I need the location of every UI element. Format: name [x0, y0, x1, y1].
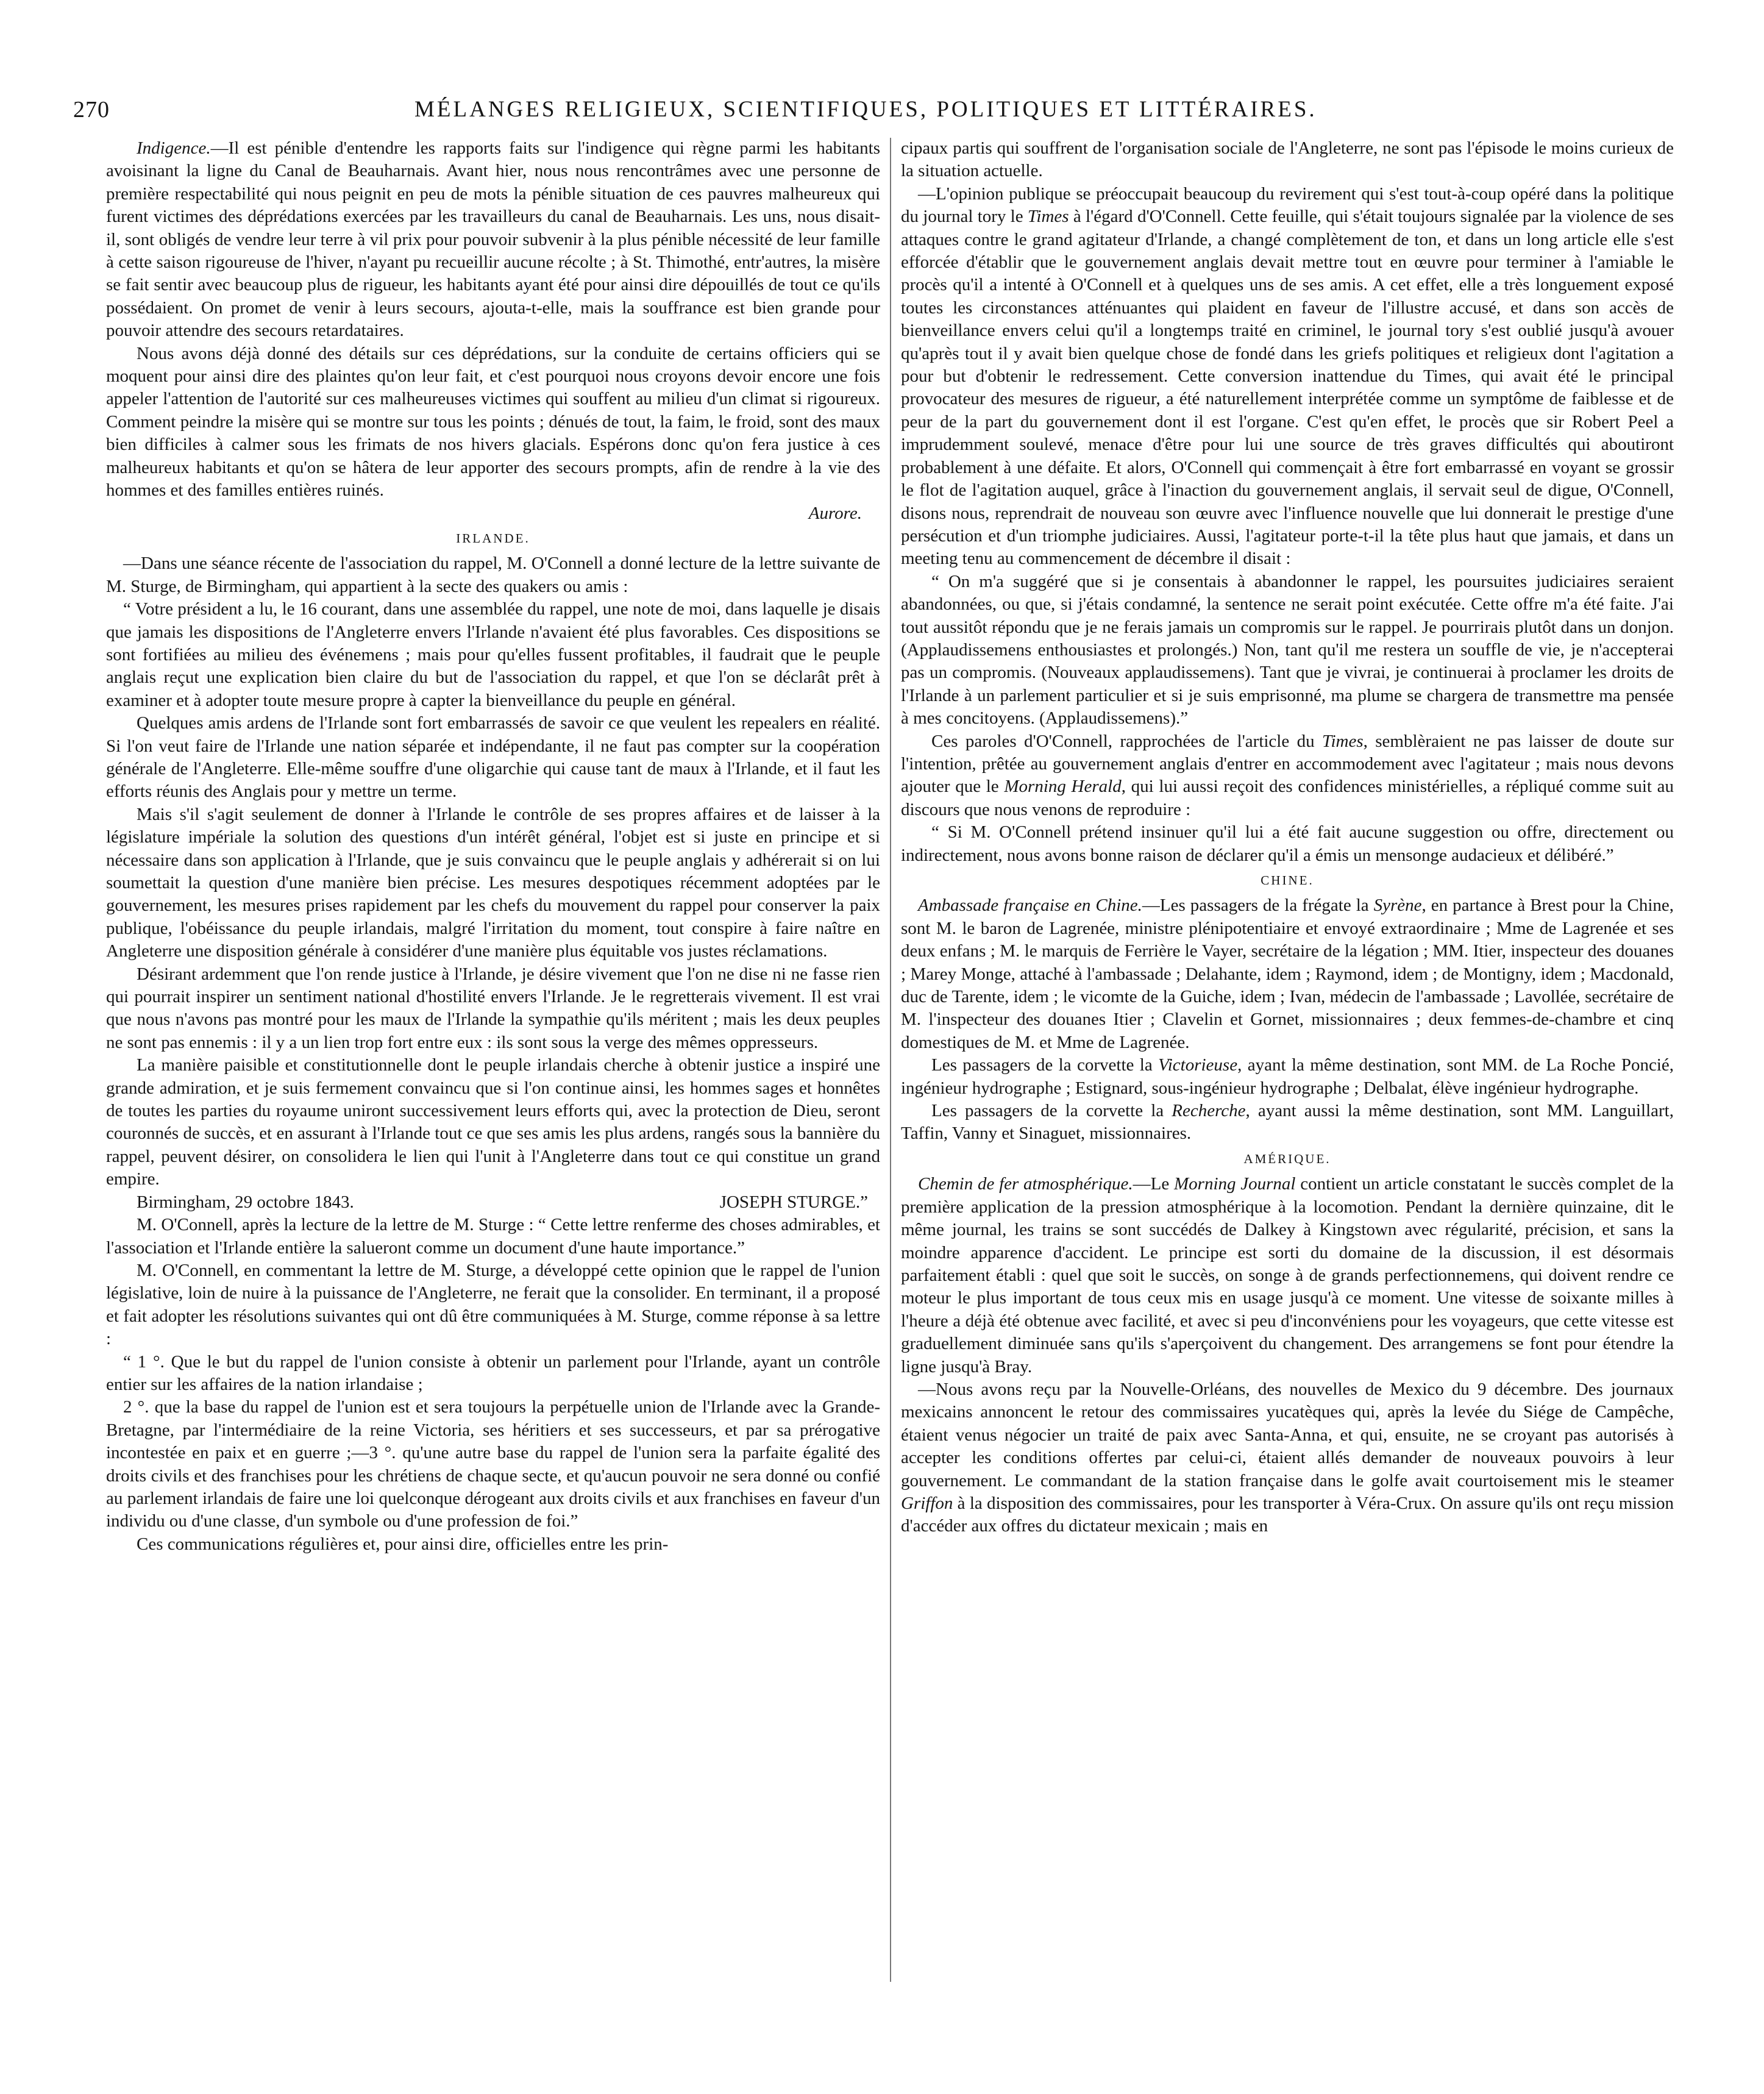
letter-signoff	[106, 1191, 880, 1214]
chine-text-2a: Les passagers de la corvette la	[931, 1055, 1159, 1075]
continuation-text-4c: , qui lui aussi reçoit des confidences ministérielles, a répliqué comme suit au discours que nous venons de reproduire :	[901, 777, 1674, 819]
amerique-paragraph-2	[901, 1378, 1674, 1538]
irlande-paragraph-3: Quelques amis ardens de l'Irlande sont fort embarrassés de savoir ce que veulent les repealers en réalité. Si l'on veut faire de l'Irlande une nation séparée et indépendante, il ne faut pas compter sur la coopération générale de l'Angleterre. Elle-même souffre d'une oligarchie qui cause tant de maux à l'Irlande, et il faut les efforts réunis des Anglais pour y mettre un terme.	[106, 713, 880, 802]
chine-paragraph-2	[901, 1054, 1674, 1100]
chine-lead: Ambassade française en Chine.	[918, 896, 1142, 916]
amerique-lead: Chemin de fer atmosphérique.	[918, 1174, 1133, 1194]
irlande-paragraph-1: —Dans une séance récente de l'association du rappel, M. O'Connell a donné lecture de la lettre suivante de M. Sturge, de Birmingham, qui appartient à la secte des quakers ou amis :	[106, 554, 880, 596]
page-number: 270	[73, 97, 110, 123]
irlande-resolution-2: 2 °. que la base du rappel de l'union est et sera toujours la perpétuelle union de l'Irlande avec la Grande-Bretagne, par l'intermédiaire de la reine Victoria, ses héritiers et ses successeurs, et par sa prérogative incontestée en paix et en guerre ;—3 °. qu'une autre base du rappel de l'union sera la parfaite égalité des droits civils et des franchises pour les chrétiens de chaque secte, et qu'aucun pouvoir ne sera donné ou confié au parlement irlandais de faire une loi quelconque dérogeant aux droits civils et aux franchises en faveur d'un individu ou d'une classe, d'un symbole ou d'une profession de foi.”	[106, 1397, 880, 1531]
syrene-name: Syrène	[1373, 896, 1422, 916]
chine-text-1b: , en partance à Brest pour la Chine, sont M. le baron de Lagrenée, ministre plénipotentiaire et envoyé extraordinaire ; Mme de Lagrenée et ses deux enfans ; M. le marquis de Ferrière le Vayer, secrétaire de la légation ; MM. Itier, inspecteur des douanes ; Marey Monge, attaché à l'ambassade ; Delahante, idem ; Raymond, idem ; de Montigny, idem ; Macdonald, duc de Tarente, idem ; le vicomte de la Guiche, idem ; Ivan, médecin de l'ambassade ; Lavollée, secrétaire de M. l'inspecteur des douanes Itier ; Clavelin et Gornet, missionnaires ; deux femmes-de-chambre et cinq domestiques de M. et Mme de Lagrenée.	[901, 896, 1674, 1052]
irlande-resolution-1: “ 1 °. Que le but du rappel de l'union consiste à obtenir un parlement pour l'Irlande, ayant un contrôle entier sur les affaires de la nation irlandaise ;	[106, 1351, 880, 1394]
chine-text-3b: , ayant aussi la même destination, sont MM. Languillart, Taffin, Vanny et Sinaguet, missionnaires.	[901, 1101, 1674, 1144]
times-title-2: Times	[1321, 731, 1364, 751]
continuation-paragraph-1: cipaux partis qui souffrent de l'organisation sociale de l'Angleterre, ne sont pas l'épisode le moins curieux de la situation actuelle.	[901, 138, 1674, 181]
recherche-name: Recherche	[1172, 1101, 1246, 1121]
amerique-text-2a: —Nous avons reçu par la Nouvelle-Orléans, des nouvelles de Mexico du 9 décembre. Des journaux mexicains annoncent le retour des commissaires yucatèques qui, après la levée du Siége de Campêche, étaient venus négocier un traité de paix avec Santa-Anna, et qui, ensuite, ne se croyant pas autorisés à accepter les conditions offertes par celui-ci, étaient allés demander de nouveaux pouvoirs à leur gouvernement. Le commandant de la station française dans le golfe avait courtoisement mis le steamer	[901, 1379, 1674, 1490]
indigence-paragraph-1	[106, 137, 880, 343]
times-title: Times	[1027, 207, 1069, 227]
indigence-source: Aurore.	[808, 503, 862, 523]
irlande-paragraph-2: “ Votre président a lu, le 16 courant, dans une assemblée du rappel, une note de moi, dans laquelle je disais que jamais les dispositions de l'Angleterre envers l'Irlande n'avaient été plus favorables. Ces dispositions se sont fortifiées au milieu des événemens ; mais pour qu'elles fussent profitables, il faudrait que le peuple anglais reçut une explication bien claire du but de l'association du rappel, et que l'on se déclarât prêt à examiner et à adopter toute mesure propre à capter la bienveillance du peuple en général.	[106, 599, 880, 710]
indigence-paragraph-2: Nous avons déjà donné des détails sur ces déprédations, sur la conduite de certains officiers qui se moquent pour ainsi dire des plaintes qu'on leur fait, et c'est pourquoi nous croyons devoir encore une fois appeler l'attention de l'autorité sur ces malheureuses victimes qui souffent au milieu d'un climat si rigoureux. Comment peindre la misère qui se montre sur tous les points ; dénués de tout, la faim, le froid, sont des maux bien difficiles à calmer sous les frimats de nos hivers glacials. Espérons donc qu'on fera justice à ces malheureux habitants et qu'on se hâtera de leur apporter des secours prompts, afin de rendre à la vie des hommes et des familles entières ruinés.	[106, 343, 880, 500]
continuation-text-2b: à l'égard d'O'Connell. Cette feuille, qui s'était toujours signalée par la violence de ses attaques contre le grand agitateur d'Irlande, a changé complètement de ton, et dans un long article elle s'est efforcée d'établir que le gouvernement anglais devait mettre tout en œuvre pour terminer à l'amiable le procès qu'il a intenté à O'Connell et à quelques uns de ses amis. A cet effet, elle a très longuement exposé toutes les circonstances atténuantes qui plaident en faveur de l'illustre accusé, et dans son accès de bienveillance envers celui qu'il a longtemps traité en criminel, le journal tory s'est oublié jusqu'à avouer qu'après tout il y avait bien quelque chose de fondé dans les griefs politiques et religieux dont l'agitation a pour but d'obtenir le redressement. Cette conversion inattendue du Times, qui avait été le principal provocateur des mesures de rigueur, a été naturellement interprétée comme un symptôme de faiblesse et de peur de la part du gouvernement dont il est l'organe. C'est qu'en effet, le procès que sir Robert Peel a imprudemment soulevé, menace d'être pour lui une source de très graves difficultés qui aboutiront probablement à une défaite. Et alors, O'Connell qui commençait à être fort embarrassé en voyant se grossir le flot de l'agitation auquel, grâce à l'inaction du gouvernement anglais, il servait seul de digue, O'Connell, disons nous, reprendrait de nouveau son œuvre avec l'influence nouvelle que lui donnerait le prestige d'une persécution et d'un triomphe judiciaires. Aussi, l'agitateur porte-t-il la tête plus haut que jamais, et dans un meeting tenu au commencement de décembre il disait :	[901, 207, 1674, 569]
right-column	[901, 137, 1674, 1538]
irlande-paragraph-4: Mais s'il s'agit seulement de donner à l'Irlande le contrôle de ses propres affaires et de laisser à la législature impériale la solution des questions d'un intérêt général, l'objet est si juste en principe et si nécessaire dans son application à l'Irlande, que je suis convaincu que le peuple anglais y adhérerait si on lui soumettait la question d'une manière bien précise. Les mesures despotiques récemment adoptées par le gouvernement, les mesures prises rapidement par les chefs du mouvement du rappel pour conserver la paix publique, l'obéissance du peuple irlandais, malgré l'irritation du moment, tout conspire à faire naître en Angleterre une disposition générale à considérer d'une manière plus équitable vos justes réclamations.	[106, 804, 880, 961]
letter-place-date: Birmingham, 29 octobre 1843.	[137, 1192, 354, 1212]
morning-herald-title: Morning Herald	[1004, 777, 1122, 797]
continuation-paragraph-3: “ On m'a suggéré que si je consentais à abandonner le rappel, les poursuites judiciaires seraient abandonnées, ou que, si j'étais condamné, la sentence ne serait point exécutée. Cette offre m'a été faite. J'ai tout aussitôt répondu que je ne ferais jamais un compromis sur le rappel. Je pourrirais plutôt dans un donjon. (Applaudissemens enthousiastes et prolongés.) Non, tant qu'il me restera un souffle de vie, je n'accepterai pas un compromis. (Nouveaux applaudissemens). Tant que je vivrai, je continuerai à proclamer les droits de l'Irlande à un parlement particulier et si je suis emprisonné, ma plume se chargera de transmettre ma pensée à mes concitoyens. (Applaudissemens).”	[901, 571, 1674, 728]
continuation-text-4b: , semblèraient ne pas laisser de doute sur l'intention, prêtée au gouvernement anglais d'entrer en accommodement avec l'agitateur ; mais nous devons ajouter que le	[901, 731, 1674, 797]
letter-signature: JOSEPH STURGE.”	[719, 1192, 868, 1212]
irlande-paragraph-7: M. O'Connell, après la lecture de la lettre de M. Sturge : “ Cette lettre renferme des choses admirables, et l'association et l'Irlande entière la salueront comme un document d'une haute importance.”	[106, 1215, 880, 1258]
amerique-heading: AMÉRIQUE.	[1243, 1151, 1331, 1166]
continuation-text-2a: —L'opinion publique se préoccupait beaucoup du revirement qui s'est tout-à-coup opéré dans la politique du journal tory le	[901, 183, 1674, 227]
chine-text-2b: , ayant la même destination, sont MM. de La Roche Poncié, ingénieur hydrographe ; Estignard, sous-ingénieur hydrographe ; Delbalat, élève ingénieur hydrographe.	[901, 1055, 1674, 1098]
amerique-paragraph-1	[901, 1173, 1674, 1378]
amerique-text-1b: contient un article constatant le succès complet de la première application de la pression atmosphérique à la locomotion. Pendant la dernière quinzaine, dit le même journal, les trains se sont succédés de Dalkey à Kingstown avec régularité, précision, et sans la moindre apparence d'accident. Le principe est sorti du domaine de la discussion, il est désormais parfaitement établi : quel que soit le succès, on songe à de grands perfectionnemens, qui doivent rendre ce moteur le plus important de tous ceux mis en usage jusqu'à ce moment. Une vitesse de soixante milles à l'heure a déjà été obtenue avec facilité, et avec si peu d'inconvéniens pour les voyageurs, que cette vitesse est graduellement diminuée sans qu'ils s'aperçoivent du changement. Des arrangemens se font pour étendre la ligne jusqu'à Bray.	[901, 1174, 1674, 1376]
griffon-name: Griffon	[901, 1493, 953, 1513]
continuation-text-4a: Ces paroles d'O'Connell, rapprochées de l'article du	[931, 731, 1322, 751]
victorieuse-name: Victorieuse	[1158, 1055, 1238, 1075]
irlande-heading: IRLANDE.	[456, 530, 530, 546]
amerique-text-2b: à la disposition des commissaires, pour les transporter à Véra-Crux. On assure qu'ils ont reçu mission d'accéder aux offres du dictateur mexicain ; mais en	[901, 1493, 1674, 1536]
chine-text-1a: —Les passagers de la frégate la	[1142, 896, 1374, 916]
continuation-paragraph-2	[901, 183, 1674, 571]
indigence-lead: Indigence.	[137, 138, 211, 158]
running-title: MÉLANGES RELIGIEUX, SCIENTIFIQUES, POLITIQUES ET LITTÉRAIRES.	[414, 97, 1317, 122]
chine-text-3a: Les passagers de la corvette la	[931, 1101, 1172, 1121]
irlande-paragraph-6: La manière paisible et constitutionnelle dont le peuple irlandais cherche à obtenir justice a inspiré une grande admiration, et je suis fermement convaincu que si l'on continue ainsi, les hommes sages et honnêtes de toutes les parties du royaume uniront successivement leurs efforts qui, avec la protection de Dieu, seront couronnés de succès, et en assurant à l'Irlande tout ce que ses amis les plus ardens, rangés sous la bannière du rappel, peuvent désirer, on consolidera le lien qui l'unit à l'Angleterre dans tout ce qui constitue un grand empire.	[106, 1055, 880, 1189]
chine-paragraph-1	[901, 894, 1674, 1054]
irlande-paragraph-11: Ces communications régulières et, pour ainsi dire, officielles entre les prin-	[137, 1534, 669, 1554]
continuation-paragraph-5: “ Si M. O'Connell prétend insinuer qu'il lui a été fait aucune suggestion ou offre, directement ou indirectement, nous avons bonne raison de déclarer qu'il a émis un mensonge audacieux et délibéré.”	[901, 822, 1674, 865]
chine-paragraph-3	[901, 1100, 1674, 1145]
column-divider	[890, 138, 891, 1982]
left-column	[106, 137, 880, 1556]
irlande-paragraph-5: Désirant ardemment que l'on rende justice à l'Irlande, je désire vivement que l'on ne dise ni ne fasse rien qui pourrait inspirer un sentiment national d'hostilité envers l'Irlande. Je le regretterais vivement. Il est vrai que nous n'avons pas montré pour les maux de l'Irlande la sympathie qu'ils méritent ; mais les deux peuples ne sont pas ennemis : il y a un lien trop fort entre eux : ils sont sous la verge des mêmes oppresseurs.	[106, 964, 880, 1052]
indigence-text-1: —Il est pénible d'entendre les rapports faits sur l'indigence qui règne parmi les habitants avoisinant la ligne du Canal de Beauharnais. Avant hier, nous nous rencontrâmes avec une personne de première respectabilité qui nous peignit en peu de mots la pénible situation de ces pauvres malheureux qui furent victimes des déprédations exercées par les travailleurs du canal de Beauharnais. Les uns, nous disait-il, sont obligés de vendre leur terre à vil prix pour pouvoir subvenir à la plus pénible nécessité de leur famille à cette saison rigoureuse de l'hiver, n'ayant pu recueillir aucune récolte ; à St. Thimothé, entr'autres, la misère se fait sentir avec beaucoup plus de rigueur, les habitants ayant été pour ainsi dire dépouillés de tout ce qu'ils possédaient. On promet de venir à leurs secours, ajouta-t-elle, mais la souffrance est bien grande pour pouvoir attendre des secours retardataires.	[106, 138, 880, 341]
chine-heading: CHINE.	[1261, 873, 1314, 888]
amerique-text-1a: —Le	[1133, 1174, 1175, 1194]
continuation-paragraph-4	[901, 730, 1674, 822]
irlande-paragraph-8: M. O'Connell, en commentant la lettre de M. Sturge, a développé cette opinion que le rappel de l'union législative, loin de nuire à la puissance de l'Angleterre, ne ferait que la consolider. En terminant, il a proposé et fait adopter les résolutions suivantes qui ont dû être communiquées à M. Sturge, comme réponse à sa lettre :	[106, 1260, 880, 1349]
morning-journal-title: Morning Journal	[1174, 1174, 1296, 1194]
page-header	[73, 96, 1676, 133]
